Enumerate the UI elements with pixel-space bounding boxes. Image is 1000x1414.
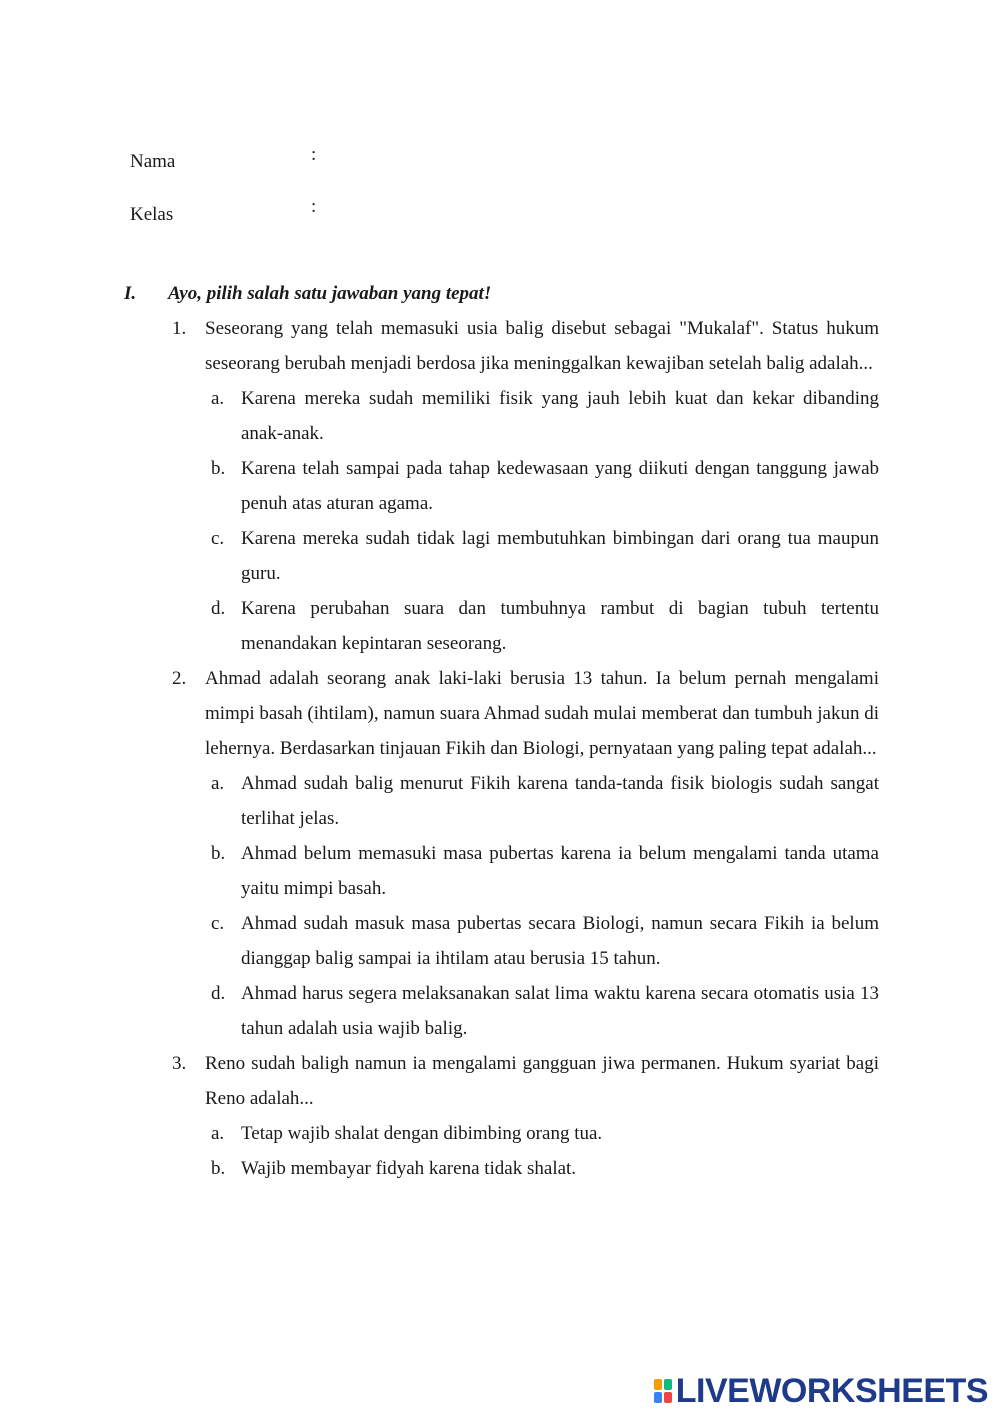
question-text: Ahmad adalah seorang anak laki-laki berusia 13 tahun. Ia belum pernah mengalami mimpi basah (ihtilam), namun suara Ahmad sudah mulai memberat dan tumbuh jakun di lehernya. Berdasarkan tinjauan Fikih dan Biologi, pernyataan yang paling tepat adalah... [205, 668, 879, 759]
option-text: Ahmad sudah masuk masa pubertas secara Biologi, namun secara Fikih ia belum dianggap balig sampai ia ihtilam atau berusia 15 tahun. [241, 913, 879, 969]
option-list [205, 766, 879, 1046]
option-list [205, 1116, 879, 1186]
section-instruction: Ayo, pilih salah satu jawaban yang tepat! [168, 283, 492, 304]
option-letter: a. [211, 1123, 225, 1144]
option-c[interactable] [205, 521, 879, 591]
option-text: Tetap wajib shalat dengan dibimbing orang tua. [241, 1123, 603, 1144]
question-number: 2. [172, 668, 187, 689]
option-letter: a. [211, 388, 225, 409]
option-a[interactable] [205, 1116, 879, 1151]
question-text: Reno sudah baligh namun ia mengalami gangguan jiwa permanen. Hukum syariat bagi Reno adalah... [205, 1053, 879, 1109]
name-label: Nama [130, 151, 176, 172]
option-b[interactable] [205, 451, 879, 521]
option-a[interactable] [205, 766, 879, 836]
option-letter: a. [211, 773, 225, 794]
mark-cell [654, 1392, 662, 1403]
option-d[interactable] [205, 976, 879, 1046]
option-letter: d. [211, 598, 226, 619]
liveworksheets-wordmark: LIVEWORKSHEETS [675, 1372, 988, 1410]
liveworksheets-logo [654, 1374, 988, 1408]
option-letter: b. [211, 1158, 226, 1179]
mark-cell [654, 1379, 662, 1390]
option-letter: c. [211, 913, 225, 934]
question-1 [172, 311, 879, 661]
option-text: Karena mereka sudah memiliki fisik yang jauh lebih kuat dan kekar dibanding anak-anak. [241, 388, 879, 444]
mark-cell [664, 1392, 672, 1403]
option-text: Ahmad sudah balig menurut Fikih karena tanda-tanda fisik biologis sudah sangat terlihat jelas. [241, 773, 879, 829]
option-b[interactable] [205, 836, 879, 906]
option-c[interactable] [205, 906, 879, 976]
option-text: Wajib membayar fidyah karena tidak shalat. [241, 1158, 577, 1179]
name-colon: : [311, 144, 317, 165]
option-a[interactable] [205, 381, 879, 451]
question-text: Seseorang yang telah memasuki usia balig disebut sebagai "Mukalaf". Status hukum seseorang berubah menjadi berdosa jika meninggalkan kewajiban setelah balig adalah... [205, 318, 879, 374]
option-letter: d. [211, 983, 226, 1004]
option-text: Ahmad harus segera melaksanakan salat lima waktu karena secara otomatis usia 13 tahun adalah usia wajib balig. [241, 983, 879, 1039]
mark-cell [664, 1379, 672, 1390]
question-3 [172, 1046, 879, 1186]
option-letter: b. [211, 843, 226, 864]
liveworksheets-mark-icon [654, 1379, 672, 1403]
option-b[interactable] [205, 1151, 879, 1186]
question-list [172, 311, 879, 1186]
option-text: Karena telah sampai pada tahap kedewasaan yang diikuti dengan tanggung jawab penuh atas aturan agama. [241, 458, 879, 514]
option-list [205, 381, 879, 661]
option-letter: c. [211, 528, 225, 549]
question-2 [172, 661, 879, 1046]
section-heading [124, 283, 491, 305]
option-text: Ahmad belum memasuki masa pubertas karena ia belum mengalami tanda utama yaitu mimpi basah. [241, 843, 879, 899]
option-d[interactable] [205, 591, 879, 661]
question-number: 1. [172, 318, 187, 339]
class-label: Kelas [130, 204, 174, 225]
question-number: 3. [172, 1053, 187, 1074]
option-letter: b. [211, 458, 226, 479]
option-text: Karena mereka sudah tidak lagi membutuhkan bimbingan dari orang tua maupun guru. [241, 528, 879, 584]
class-colon: : [311, 196, 317, 217]
option-text: Karena perubahan suara dan tumbuhnya rambut di bagian tubuh tertentu menandakan kepintaran seseorang. [241, 598, 879, 654]
section-number: I. [124, 283, 137, 304]
